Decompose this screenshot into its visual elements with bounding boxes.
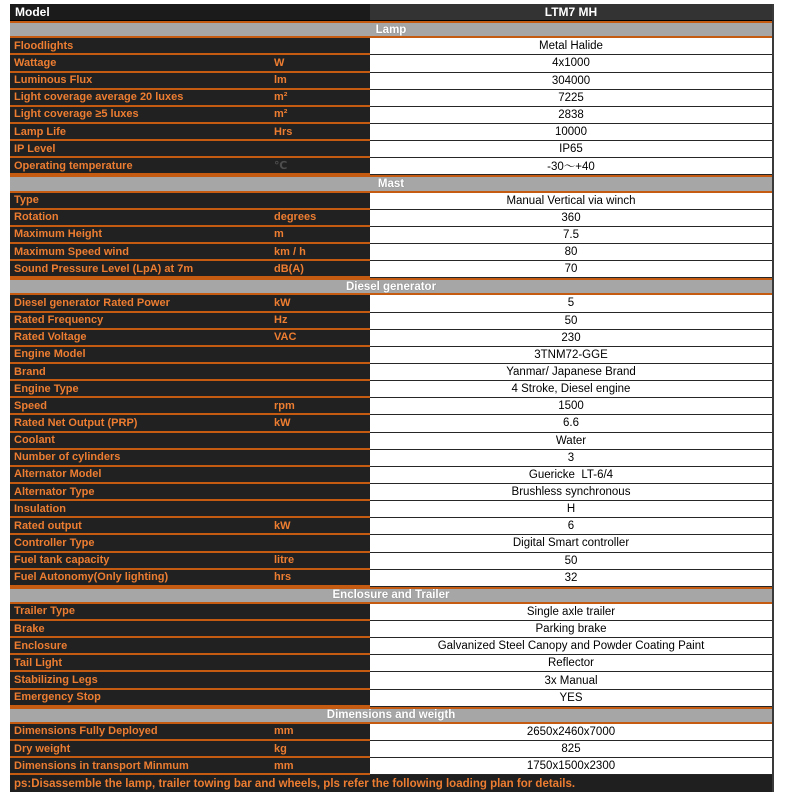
row-unit [260,672,370,689]
row-label: Wattage [10,55,260,72]
row-label: Emergency Stop [10,690,260,707]
row-label: Speed [10,398,260,415]
table-row [10,570,772,587]
row-value: Single axle trailer [370,604,772,621]
table-row [10,124,772,141]
row-value: 32 [370,570,772,587]
table-row [10,381,772,398]
row-unit [260,501,370,518]
table-row [10,295,772,312]
table-row [10,621,772,638]
row-value: Digital Smart controller [370,535,772,552]
section-header-row [10,278,772,295]
row-unit: km / h [260,244,370,261]
table-row [10,141,772,158]
section-title: Lamp [375,23,407,36]
row-value: Water [370,433,772,450]
row-label: Trailer Type [10,604,260,621]
row-value: 304000 [370,73,772,90]
table-row [10,210,772,227]
row-unit [260,638,370,655]
row-unit [260,467,370,484]
row-label: Sound Pressure Level (LpA) at 7m [10,261,260,278]
row-label: Rated Frequency [10,313,260,330]
section-header-row [10,175,772,192]
row-unit: kW [260,295,370,312]
row-label: Number of cylinders [10,450,260,467]
row-label: Luminous Flux [10,73,260,90]
row-label: Controller Type [10,535,260,552]
row-label: Engine Model [10,347,260,364]
row-value: Reflector [370,655,772,672]
row-label: Operating temperature [10,158,260,175]
table-row [10,501,772,518]
table-row [10,364,772,381]
section-header-row [10,707,772,724]
table-row [10,484,772,501]
row-unit: VAC [260,330,370,347]
row-label: Rated output [10,518,260,535]
table-row [10,638,772,655]
table-row [10,535,772,552]
row-label: Light coverage ≥5 luxes [10,107,260,124]
row-unit [260,381,370,398]
table-row [10,758,772,775]
table-row [10,690,772,707]
row-unit: W [260,55,370,72]
row-label: Insulation [10,501,260,518]
row-value: H [370,501,772,518]
row-value: 3TNM72-GGE [370,347,772,364]
row-unit [260,535,370,552]
row-value: 1750x1500x2300 [370,758,772,775]
row-value: Manual Vertical via winch [370,193,772,210]
table-row [10,415,772,432]
row-value: 1500 [370,398,772,415]
row-unit: m² [260,107,370,124]
row-value: 7225 [370,90,772,107]
model-header-label: Model [10,4,370,21]
row-label: Light coverage average 20 luxes [10,90,260,107]
row-value: YES [370,690,772,707]
table-row [10,672,772,689]
row-unit: rpm [260,398,370,415]
row-label: Type [10,193,260,210]
row-unit: m² [260,90,370,107]
row-label: Rated Net Output (PRP) [10,415,260,432]
row-label: Enclosure [10,638,260,655]
model-header-value: LTM7 MH [370,4,772,21]
row-label: Maximum Speed wind [10,244,260,261]
row-label: Fuel Autonomy(Only lighting) [10,570,260,587]
table-row [10,158,772,175]
row-label: Dry weight [10,741,260,758]
row-value: 360 [370,210,772,227]
row-value: 4 Stroke, Diesel engine [370,381,772,398]
table-row [10,347,772,364]
row-value: Parking brake [370,621,772,638]
table-body [10,21,772,775]
row-unit [260,484,370,501]
row-unit: mm [260,758,370,775]
spec-table [10,4,774,792]
row-label: Stabilizing Legs [10,672,260,689]
table-row [10,398,772,415]
table-row [10,433,772,450]
row-unit [260,433,370,450]
model-header-row [10,4,772,21]
row-unit [260,193,370,210]
row-label: Dimensions Fully Deployed [10,724,260,741]
section-header-row [10,587,772,604]
row-label: Tail Light [10,655,260,672]
row-unit: kW [260,518,370,535]
row-value: 4x1000 [370,55,772,72]
table-row [10,313,772,330]
row-unit: lm [260,73,370,90]
row-value: 50 [370,313,772,330]
section-title: Diesel generator [345,280,437,293]
row-label: Brake [10,621,260,638]
table-row [10,518,772,535]
section-title: Dimensions and weigth [326,709,456,722]
row-label: Alternator Model [10,467,260,484]
table-row [10,450,772,467]
table-row [10,227,772,244]
row-label: Maximum Height [10,227,260,244]
row-value: 2838 [370,107,772,124]
table-row [10,467,772,484]
row-unit: Hz [260,313,370,330]
row-label: Diesel generator Rated Power [10,295,260,312]
table-row [10,604,772,621]
row-label: Engine Type [10,381,260,398]
row-label: Rated Voltage [10,330,260,347]
row-unit: mm [260,724,370,741]
row-label: Lamp Life [10,124,260,141]
row-value: IP65 [370,141,772,158]
row-value: 70 [370,261,772,278]
table-row [10,553,772,570]
row-unit: kW [260,415,370,432]
row-unit [260,604,370,621]
table-row [10,655,772,672]
table-row [10,741,772,758]
row-value: Yanmar/ Japanese Brand [370,364,772,381]
row-label: Rotation [10,210,260,227]
row-value: 2650x2460x7000 [370,724,772,741]
footer-note-row [10,775,772,792]
table-row [10,244,772,261]
row-value: Brushless synchronous [370,484,772,501]
section-header-row [10,21,772,38]
row-unit: degrees [260,210,370,227]
row-value: 10000 [370,124,772,141]
row-unit: hrs [260,570,370,587]
row-value: Metal Halide [370,38,772,55]
row-label: IP Level [10,141,260,158]
row-value: 825 [370,741,772,758]
table-row [10,90,772,107]
row-value: 5 [370,295,772,312]
row-value: -30～+40 [370,158,772,175]
row-value: 7.5 [370,227,772,244]
row-unit: kg [260,741,370,758]
row-unit [260,38,370,55]
row-value: 50 [370,553,772,570]
row-value: 80 [370,244,772,261]
row-label: Alternator Type [10,484,260,501]
row-label: Dimensions in transport Minmum [10,758,260,775]
row-unit [260,621,370,638]
row-label: Floodlights [10,38,260,55]
table-row [10,193,772,210]
row-value: 3 [370,450,772,467]
table-row [10,55,772,72]
row-value: 3x Manual [370,672,772,689]
row-label: Brand [10,364,260,381]
row-unit: Hrs [260,124,370,141]
row-unit [260,347,370,364]
row-unit: ℃ [260,158,370,175]
table-row [10,107,772,124]
row-unit [260,690,370,707]
row-value: 6 [370,518,772,535]
table-row [10,73,772,90]
row-unit [260,364,370,381]
section-title: Mast [377,177,405,190]
table-row [10,724,772,741]
row-value: 230 [370,330,772,347]
section-title: Enclosure and Trailer [332,589,450,602]
row-unit [260,450,370,467]
row-unit: dB(A) [260,261,370,278]
row-value: Guericke LT-6/4 [370,467,772,484]
table-row [10,330,772,347]
row-unit [260,655,370,672]
row-unit: litre [260,553,370,570]
row-unit [260,141,370,158]
table-row [10,261,772,278]
row-label: Fuel tank capacity [10,553,260,570]
footer-note-text: ps:Disassemble the lamp, trailer towing bar and wheels, pls refer the following loading plan for details. [14,777,576,790]
table-row [10,38,772,55]
row-value: 6.6 [370,415,772,432]
row-label: Coolant [10,433,260,450]
row-value: Galvanized Steel Canopy and Powder Coating Paint [370,638,772,655]
row-unit: m [260,227,370,244]
